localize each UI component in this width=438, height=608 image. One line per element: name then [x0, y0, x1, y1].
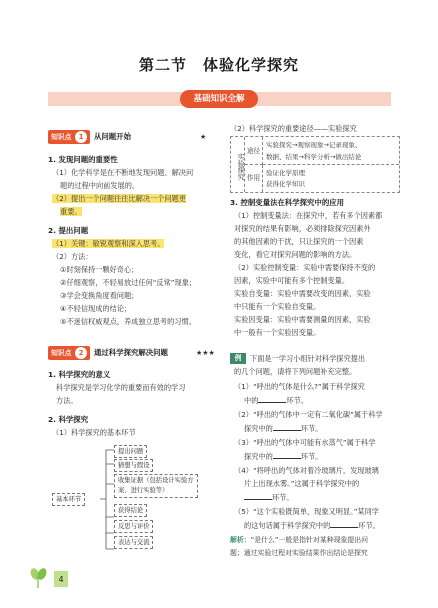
page-number: 4 [58, 575, 64, 584]
right-mid-line-4: 变化，看它对探究问题的影响的方法。 [234, 250, 357, 259]
example-item-4-line-3: 环节。 [244, 492, 294, 503]
answer-blank-2[interactable] [273, 423, 301, 431]
left1-line-0: 1. 发现问题的重要性 [48, 155, 118, 164]
example-item-5-line-2: 的这句话属于科学探究中的 环节。 [244, 521, 380, 530]
flow-step-1: 提出问题 [114, 445, 147, 458]
table-row2-content [263, 165, 399, 192]
example-item-2-line-2: 探究中的 环节。 [244, 424, 323, 433]
page-number-box [50, 571, 72, 589]
left1-line-3: （2）提出一个问题往往比解决一个问题更 [52, 194, 186, 203]
kp1-stars: ★ [200, 133, 207, 141]
example-item-4-line-1: （4）“将呼出的气体对着冷玻璃片，发现玻璃 [234, 466, 379, 475]
example-item-2-line-1: （2）“呼出的气体中一定有二氧化碳”属于科学 [234, 410, 383, 419]
right-mid-line-2: 对探究的结果有影响，必须排除探究因素外 [234, 224, 371, 233]
left1-line-11: ④不轻信现成的结论； [60, 304, 132, 313]
left2-line-4: （1）科学探究的基本环节 [52, 428, 136, 437]
example-item-3-line-1: （3）“呼出的气体中可能有水蒸气”属于科学 [234, 438, 376, 447]
table-col1: 实验探究 [231, 137, 245, 192]
table-row1-line-1: 数据、结果→科学分析→做出结论 [266, 153, 362, 161]
flow-step-6: 表达与交流 [114, 536, 153, 549]
example-intro-1: 的几个问题，请将下列问题补充完整。 [234, 367, 357, 376]
kp2-title: 通过科学探究解决问题 [94, 348, 168, 357]
flow-step-5: 反思与评价 [114, 520, 153, 533]
table-row2-line-1: 获得化学知识 [266, 180, 305, 188]
left1-line-7: （2）方法： [52, 252, 93, 261]
example-badge: 例 [230, 353, 246, 364]
kp2-number: 2 [75, 347, 87, 359]
left1-line-8: ①时刻保持一颗好奇心； [60, 265, 139, 274]
answer-blank-4[interactable] [244, 492, 272, 500]
left1-line-6: （1）关键：敏锐观察和深入思考。 [52, 239, 165, 248]
right-mid-line-5: （2）实验控制变量：实验中需要保持不变的 [234, 263, 376, 272]
banner-label: 基础知识全解 [180, 90, 258, 108]
table-row1-line-0: 实验探究→观察现象→记录现象、 [266, 141, 362, 149]
left2-line-0: 1. 科学探究的意义 [48, 370, 111, 379]
right-mid-line-8: 中只能有一个实验自变量。 [234, 302, 321, 311]
kp2-badge: 知识点 [48, 346, 90, 360]
table-row1-label: 途径 [245, 137, 263, 165]
answer-blank-3[interactable] [273, 451, 301, 459]
kp1-number: 1 [75, 131, 87, 143]
right-top-line: （2）科学探究的重要途径——实验探究 [230, 124, 357, 133]
kp1-badge: 知识点 [48, 130, 90, 144]
flow-step-2: 猜想与假设 [114, 459, 153, 472]
knowledge-point-1-header [48, 130, 218, 144]
left2-line-1: 科学探究是学习化学的重要而有效的学习 [56, 383, 186, 392]
example-item-4-line-2: 片上出现水雾。”这属于科学探究中的 [244, 479, 360, 488]
example-item-5-line-1: （5）“这个实验既简单，现象又明显。”某同学 [234, 507, 379, 516]
flow-step-4: 获得结论 [114, 504, 147, 517]
page-title: 第二节 体验化学探究 [138, 56, 299, 74]
left2-line-3: 2. 科学探究 [48, 415, 89, 424]
table-row2-line-0: 验证化学原理 [266, 169, 305, 177]
right-mid-line-6: 因素，实验中可能有多个控制变量。 [234, 276, 350, 285]
right-mid-line-9: 实验因变量：实验中需要测量的因素，实验 [234, 315, 371, 324]
right-mid-line-7: 实验自变量：实验中需要改变的因素，实验 [234, 289, 371, 298]
flow-root: 基本环节 [52, 493, 85, 506]
right-mid-line-0: 3. 控制变量法在科学探究中的应用 [230, 198, 344, 207]
kp1-title: 从问题开始 [94, 132, 131, 141]
example-item-1-line-1: （1）“呼出的气体是什么?”属于科学探究 [234, 382, 365, 391]
left1-line-1: （1）化学科学是在不断地发现问题、解决问 [52, 168, 194, 177]
left1-line-4: 重要。 [60, 207, 82, 216]
answer-blank-5[interactable] [330, 520, 358, 528]
example-item-1-line-2: 中的 环节。 [244, 396, 308, 405]
kp2-stars: ★★★ [196, 349, 215, 357]
knowledge-point-2-header [48, 346, 218, 360]
exploration-table [230, 136, 400, 193]
left1-line-2: 题的过程中向前发展的。 [60, 181, 140, 190]
answer-blank-1[interactable] [258, 395, 286, 403]
analysis-line-2: 题；通过实验过程对实验结果作出结论是探究 [230, 549, 368, 557]
right-mid-line-10: 中一般有一个实验因变量。 [234, 328, 321, 337]
left1-line-9: ②仔细观察，不轻易放过任何“反常”现象； [60, 278, 197, 287]
table-row2-label: 作用 [245, 165, 263, 192]
example-intro-0: 下面是一学习小组针对科学探究提出 [250, 354, 366, 363]
flow-step-3: 收集证据（包括设计实验方 案、进行实验等） [114, 474, 198, 498]
table-row1-content [263, 137, 399, 165]
left1-line-5: 2. 提出问题 [48, 226, 89, 235]
left2-line-2: 方法。 [56, 396, 78, 405]
left1-line-10: ③学会变换角度看问题； [60, 291, 139, 300]
example-item-3-line-2: 探究中的 环节。 [244, 452, 323, 461]
leaf-icon [28, 566, 50, 588]
right-mid-line-1: （1）控制变量法：在探究中，若有多个因素都 [234, 211, 383, 220]
right-mid-line-3: 的其他因素的干扰，只让探究的一个因素 [234, 237, 364, 246]
left1-line-12: ⑤不迷信权威观点，养成独立思考的习惯。 [60, 317, 196, 326]
analysis-line-1: 解析：“是什么”一般是指针对某种现象提出问 [230, 536, 369, 544]
